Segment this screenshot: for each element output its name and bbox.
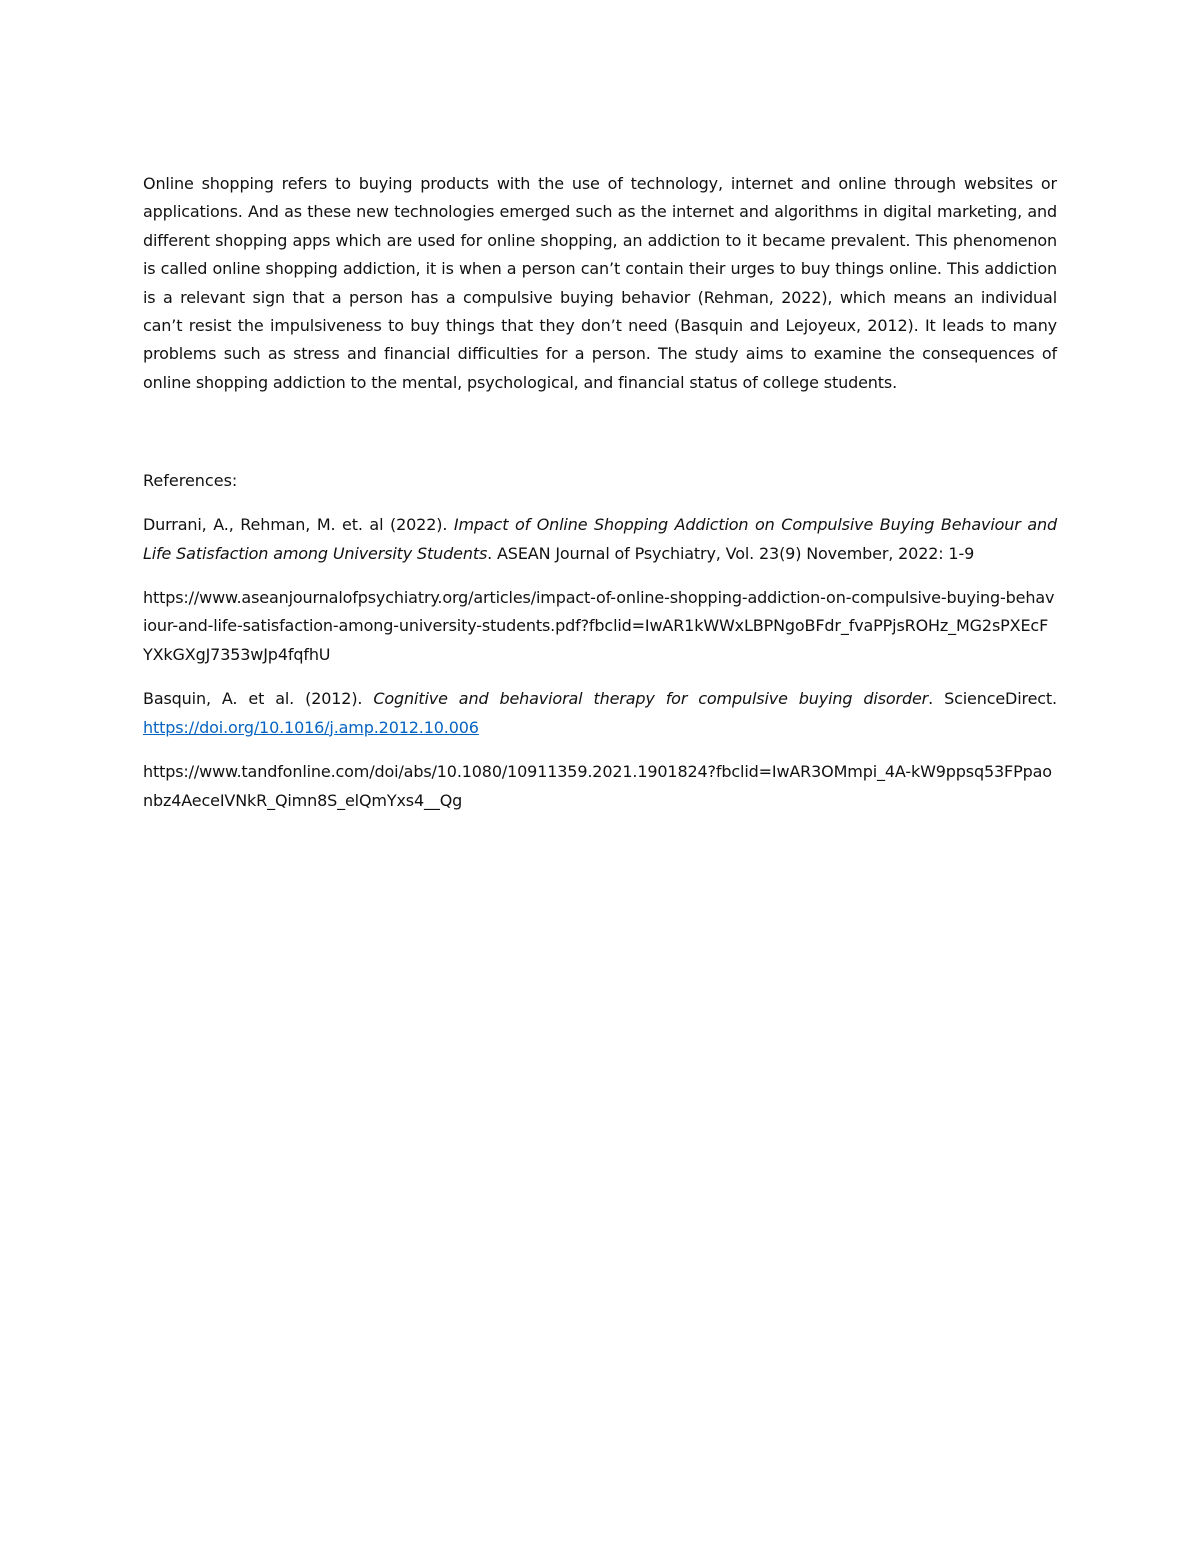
reference-durrani-authors: Durrani, A., Rehman, M. et. al (2022). bbox=[143, 515, 454, 535]
reference-url-asean: https://www.aseanjournalofpsychiatry.org/articles/impact-of-online-shopping-addiction-on-compulsive-buying-behaviour-and-life-satisfaction-among-university-students.pdf?fbclid=IwAR1kWWxLBPNgoBFdr_fvaPPjsROHz_MG2sPXEcFYXkGXgJ7353wJp4fqfhU bbox=[143, 588, 1055, 664]
reference-basquin-source: . ScienceDirect. bbox=[928, 689, 1057, 709]
reference-durrani-title: Impact of Online Shopping Addiction on Compulsive Buying Behaviour and Life Satisfaction among University Students bbox=[143, 515, 1057, 563]
reference-basquin-title: Cognitive and behavioral therapy for compulsive buying disorder bbox=[373, 689, 929, 709]
reference-basquin-authors: Basquin, A. et al. (2012). bbox=[143, 689, 374, 709]
intro-paragraph: Online shopping refers to buying products with the use of technology, internet and online through websites or applications. And as these new technologies emerged such as the internet and algorithms in digital marketing, and different shopping apps which are used for online shopping, an addiction to it became prevalent. This phenomenon is called online shopping addiction, it is when a person can’t contain their urges to buy things online. This addiction is a relevant sign that a person has a compulsive buying behavior (Rehman, 2022), which means an individual can’t resist the impulsiveness to buy things that they don’t need (Basquin and Lejoyeux, 2012). It leads to many problems such as stress and financial difficulties for a person. The study aims to examine the consequences of online shopping addiction to the mental, psychological, and financial status of college students. bbox=[143, 174, 1057, 392]
reference-url-tandfonline: https://www.tandfonline.com/doi/abs/10.1080/10911359.2021.1901824?fbclid=IwAR3OMmpi_4A-kW9ppsq53FPpaonbz4AeceIVNkR_Qimn8S_elQmYxs4__Qg bbox=[143, 762, 1052, 810]
references-heading: References: bbox=[143, 471, 238, 491]
doi-link[interactable]: https://doi.org/10.1016/j.amp.2012.10.006 bbox=[143, 717, 479, 737]
reference-durrani bbox=[143, 511, 1057, 568]
reference-durrani-source: . ASEAN Journal of Psychiatry, Vol. 23(9) November, 2022: 1-9 bbox=[487, 543, 975, 563]
reference-basquin bbox=[143, 685, 1057, 742]
document-page bbox=[143, 170, 1057, 815]
